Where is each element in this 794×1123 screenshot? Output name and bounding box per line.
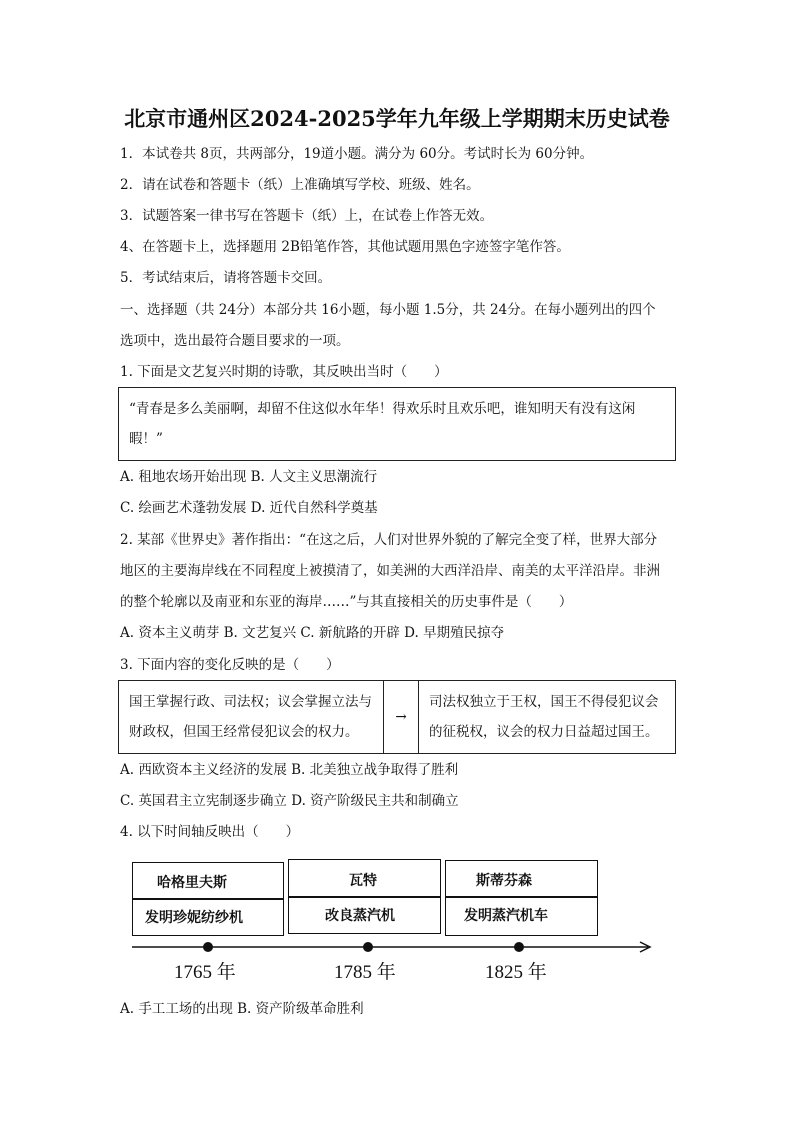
q2-stem-line-2: 地区的主要海岸线在不同程度上被摸清了，如美洲的大西洋沿岸、南美的太平洋沿岸。非洲	[120, 563, 660, 579]
q1-options-row-2: C. 绘画艺术蓬勃发展 D. 近代自然科学奠基	[120, 500, 378, 516]
q3-options-row-2: C. 英国君主立宪制逐步确立 D. 资产阶级民主共和制确立	[120, 793, 459, 809]
q3-left-line-2: 财政权，但国王经常侵犯议会的权力。	[129, 724, 359, 740]
q1-quote-line-1: “青春是多么美丽啊，却留不住这似水年华！得欢乐时且欢乐吧，谁知明天有没有这闲	[129, 401, 636, 417]
timeline-person-1: 哈格里夫斯	[157, 875, 227, 891]
instruction-5: 5．考试结束后，请将答题卡交回。	[120, 270, 332, 286]
timeline-year-3: 1825 年	[485, 962, 547, 983]
section-header-line-1: 一、选择题（共 24分）本部分共 16小题，每小题 1.5分，共 24分。在每小题列出的四个	[120, 302, 656, 318]
timeline-year-2: 1785 年	[334, 962, 396, 983]
timeline-dot-3	[514, 942, 524, 952]
instruction-2: 2．请在试卷和答题卡（纸）上准确填写学校、班级、姓名。	[120, 177, 480, 193]
q1-options-row-1: A. 租地农场开始出现 B. 人文主义思潮流行	[120, 469, 378, 485]
q1-quote-box	[118, 387, 676, 461]
q1-quote-line-2: 暇！”	[129, 431, 163, 447]
q3-right-line-2: 的征税权，议会的权力日益超过国王。	[429, 724, 659, 740]
q3-arrow: →	[395, 709, 407, 725]
exam-title: 北京市通州区2024-2025学年九年级上学期期末历史试卷	[124, 106, 670, 131]
timeline-invention-3: 发明蒸汽机车	[464, 908, 548, 924]
timeline-dot-2	[363, 942, 373, 952]
q3-stem: 3. 下面内容的变化反映的是（ ）	[120, 657, 340, 673]
timeline-person-2: 瓦特	[349, 873, 377, 889]
timeline-dot-1	[203, 942, 213, 952]
q3-divider-right	[418, 681, 419, 753]
q3-options-row-1: A. 西欧资本主义经济的发展 B. 北美独立战争取得了胜利	[120, 762, 459, 778]
timeline-box-1	[132, 862, 284, 936]
instruction-1: 1．本试卷共 8页，共两部分，19道小题。满分为 60分。考试时长为 60分钟。	[120, 146, 594, 162]
section-header-line-2: 选项中，选出最符合题目要求的一项。	[120, 333, 350, 349]
timeline-year-1: 1765 年	[174, 962, 236, 983]
instruction-3: 3．试题答案一律书写在答题卡（纸）上，在试卷上作答无效。	[120, 208, 494, 224]
timeline-invention-2: 改良蒸汽机	[325, 908, 395, 924]
timeline-invention-1: 发明珍妮纺纱机	[145, 910, 243, 926]
q2-stem-line-3: 的整个轮廓以及南亚和东亚的海岸……”与其直接相关的历史事件是（ ）	[120, 594, 573, 610]
q3-right-line-1: 司法权独立于王权，国王不得侵犯议会	[429, 694, 659, 710]
q4-options-row-1: A. 手工工场的出现 B. 资产阶级革命胜利	[120, 1001, 364, 1017]
q2-options: A. 资本主义萌芽 B. 文艺复兴 C. 新航路的开辟 D. 早期殖民掠夺	[120, 625, 505, 641]
instruction-4: 4、在答题卡上，选择题用 2B铅笔作答，其他试题用黑色字迹签字笔作答。	[120, 239, 570, 255]
q3-left-line-1: 国王掌握行政、司法权；议会掌握立法与	[129, 694, 372, 710]
q4-stem: 4. 以下时间轴反映出（ ）	[120, 824, 300, 840]
timeline-box-2	[288, 859, 441, 934]
timeline-person-3: 斯蒂芬森	[476, 873, 532, 889]
timeline-box-3	[445, 860, 598, 936]
q2-stem-line-1: 2. 某部《世界史》著作指出：“在这之后，人们对世界外貌的了解完全变了样，世界大部分	[120, 532, 658, 548]
q1-stem: 1. 下面是文艺复兴时期的诗歌，其反映出当时（ ）	[120, 364, 448, 380]
q3-comparison-table	[118, 680, 676, 754]
